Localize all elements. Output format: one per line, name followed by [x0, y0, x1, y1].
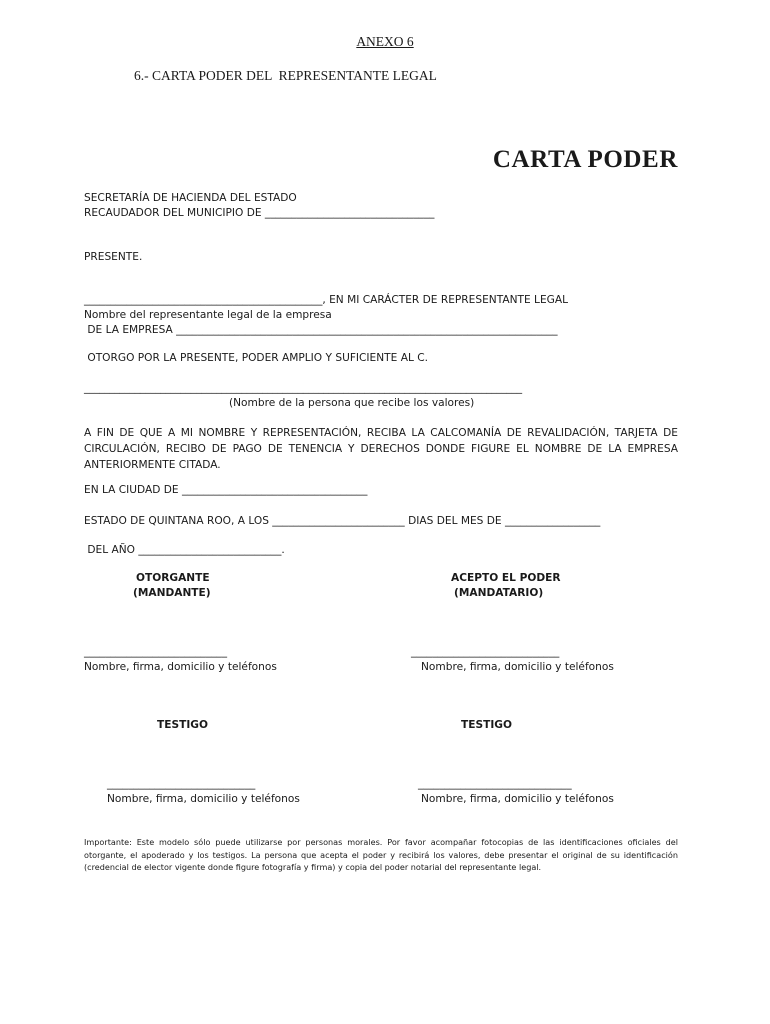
footnote-line-1: Importante: Este modelo sólo puede utilizarse por personas morales. Por favor acompañar fotocopias de las identificaciones oficiales del [84, 837, 678, 847]
grantor-signature-line: ___________________________ [84, 646, 228, 658]
grantor-signature-caption: Nombre, firma, domicilio y teléfonos [84, 661, 277, 673]
witness-1-signature-caption: Nombre, firma, domicilio y teléfonos [107, 793, 300, 805]
attorney-title: ACEPTO EL PODER [451, 572, 561, 584]
recipient-caption: (Nombre de la persona que recibe los valores) [229, 397, 475, 409]
document-title: CARTA PODER [492, 146, 678, 173]
representative-caption: Nombre del representante legal de la empresa [84, 309, 332, 321]
attorney-signature-caption: Nombre, firma, domicilio y teléfonos [421, 661, 614, 673]
state-date-line: ESTADO DE QUINTANA ROO, A LOS _________________________ DIAS DEL MES DE __________________ [84, 515, 601, 527]
witness-2-signature-caption: Nombre, firma, domicilio y teléfonos [421, 793, 614, 805]
witness-1-title: TESTIGO [157, 719, 208, 731]
purpose-line-2: CIRCULACIÓN, RECIBO DE PAGO DE TENENCIA Y DERECHOS DONDE FIGURE EL NOMBRE DE LA EMPRESA [84, 443, 678, 455]
attorney-signature-line: ____________________________ [411, 646, 560, 658]
addressee-line-2: RECAUDADOR DEL MUNICIPIO DE ________________________________ [84, 207, 435, 219]
recipient-name-line: ______________________________________________________________________________________ [84, 383, 523, 394]
witness-2-title: TESTIGO [461, 719, 512, 731]
purpose-line-1: A FIN DE QUE A MI NOMBRE Y REPRESENTACIÓN, RECIBA LA CALCOMANÍA DE REVALIDACIÓN, TARJETA DE [84, 427, 678, 439]
representative-name-line: _____________________________________________, EN MI CARÁCTER DE REPRESENTANTE LEGAL [84, 294, 569, 306]
city-line: EN LA CIUDAD DE ___________________________________ [84, 484, 368, 496]
important-footnote [84, 836, 678, 874]
witness-1-signature-line: ____________________________ [107, 778, 256, 790]
annex-heading: ANEXO 6 [356, 34, 414, 49]
document-subtitle: 6.- CARTA PODER DEL REPRESENTANTE LEGAL [134, 68, 437, 83]
year-line: DEL AÑO ___________________________. [84, 544, 285, 556]
grantor-role: (MANDANTE) [133, 587, 211, 599]
purpose-paragraph [84, 425, 678, 473]
footnote-line-3: (credencial de elector vigente donde figure fotografía y firma) y copia del poder notarial del representante legal. [84, 862, 542, 872]
grantor-title: OTORGANTE [136, 572, 210, 584]
purpose-line-3: ANTERIORMENTE CITADA. [84, 459, 221, 471]
addressee-line-1: SECRETARÍA DE HACIENDA DEL ESTADO [84, 192, 297, 204]
witness-2-signature-line: _____________________________ [418, 778, 572, 790]
attorney-role: (MANDATARIO) [454, 587, 544, 599]
footnote-line-2: otorgante, el apoderado y los testigos. La persona que acepta el poder y recibirá los valores, debe presentar el original de su identificación [84, 849, 678, 860]
grant-statement: OTORGO POR LA PRESENTE, PODER AMPLIO Y SUFICIENTE AL C. [84, 352, 428, 364]
greeting: PRESENTE. [84, 251, 143, 263]
company-line: DE LA EMPRESA ________________________________________________________________________ [84, 324, 558, 336]
